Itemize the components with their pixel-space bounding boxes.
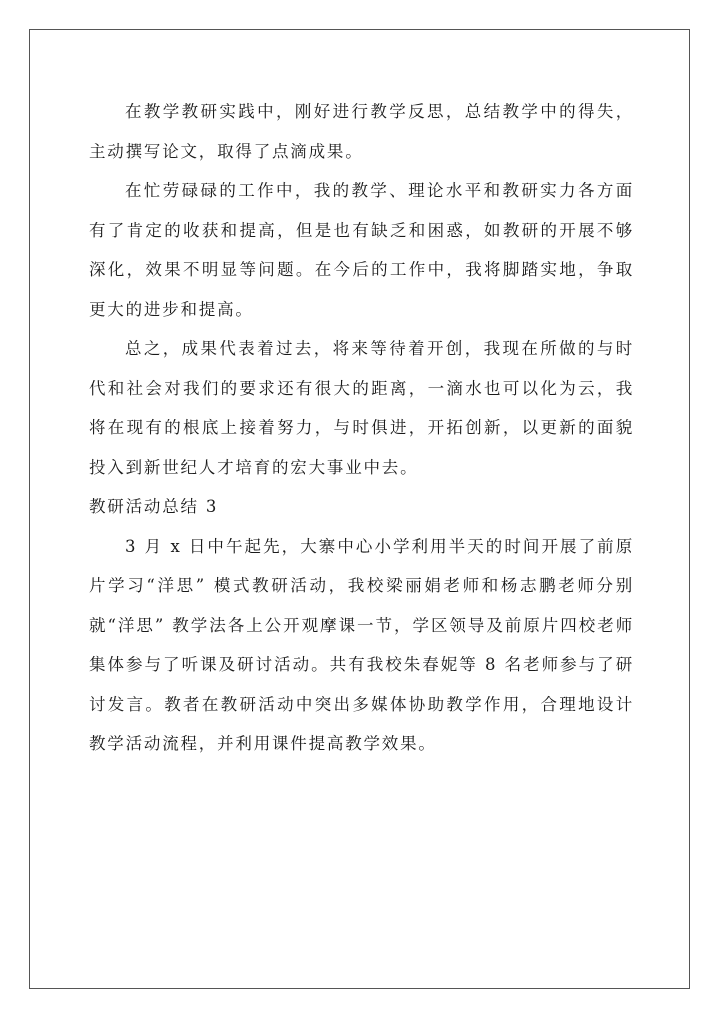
- paragraph: 在忙劳碌碌的工作中，我的教学、理论水平和教研实力各方面有了肯定的收获和提高，但是也有缺乏和困惑，如教研的开展不够深化，效果不明显等问题。在今后的工作中，我将脚踏实地，争取更大的进步和提高。: [89, 181, 634, 319]
- paragraph: 在教学教研实践中，刚好进行教学反思，总结教学中的得失，主动撰写论文，取得了点滴成果。: [89, 102, 634, 161]
- document-body: [89, 92, 634, 764]
- paragraph: 总之，成果代表着过去，将来等待着开创，我现在所做的与时代和社会对我们的要求还有很大的距离，一滴水也可以化为云，我将在现有的根底上接着努力，与时俱进，开拓创新，以更新的面貌投入到新世纪人才培育的宏大事业中去。: [89, 339, 634, 477]
- paragraph: 3 月 x 日中午起先，大寨中心小学利用半天的时间开展了前原片学习“洋思” 模式教研活动，我校梁丽娟老师和杨志鹏老师分别就“洋思” 教学法各上公开观摩课一节，学区领导及前原片四校老师集体参与了听课及研讨活动。共有我校朱春妮等 8 名老师参与了研讨发言。教者在教研活动中突出多媒体协助教学作用，合理地设计教学活动流程，并利用课件提高教学效果。: [89, 536, 634, 753]
- section-heading: 教研活动总结 3: [89, 497, 219, 516]
